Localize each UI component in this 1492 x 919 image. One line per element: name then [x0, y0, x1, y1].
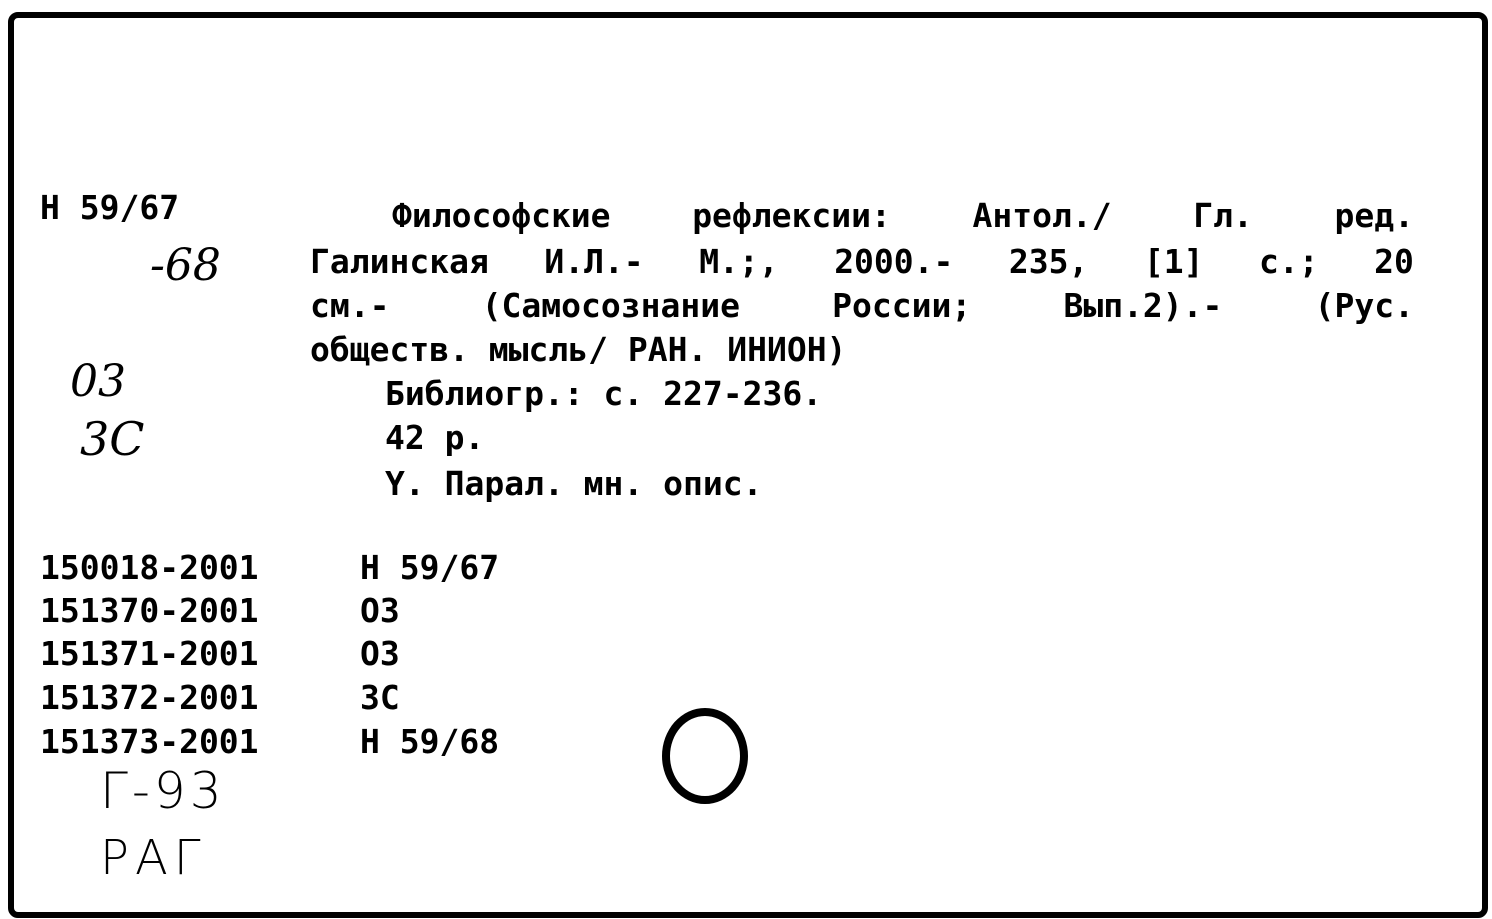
accession-number: 151370-2001	[40, 591, 259, 630]
accession-number: 151371-2001	[40, 634, 259, 673]
accession-location: ЗС	[360, 678, 400, 717]
card-punch-hole	[662, 708, 748, 804]
accession-location: Н 59/68	[360, 722, 500, 761]
accession-row	[40, 546, 499, 589]
accession-location: ОЗ	[360, 634, 400, 673]
price: 42 р.	[385, 418, 485, 457]
shelfmark: Н 59/67	[40, 188, 180, 227]
accession-row	[40, 676, 400, 719]
accession-location: Н 59/67	[360, 548, 500, 587]
description-line-1: Философские рефлексии: Антол./ Гл. ред.	[392, 196, 1414, 235]
note: Y. Парал. мн. опис.	[385, 464, 763, 503]
handwritten-location-2: 3С	[80, 412, 145, 466]
accession-number: 151373-2001	[40, 722, 259, 761]
accession-number: 150018-2001	[40, 548, 259, 587]
accession-row	[40, 632, 400, 675]
bibliography: Библиогр.: с. 227-236.	[385, 374, 823, 413]
description-line-3: см.- (Самосознание России; Вып.2).- (Рус.	[310, 286, 1414, 325]
accession-number: 151372-2001	[40, 678, 259, 717]
description-line-4: обществ. мысль/ РАН. ИНИОН)	[310, 330, 847, 369]
handwritten-location-1: 03	[70, 356, 126, 407]
handwritten-bottom-2: РАГ	[100, 830, 207, 886]
handwritten-shelf-suffix: -68	[150, 240, 221, 291]
handwritten-bottom-1: Г-93	[100, 762, 226, 820]
accession-location: ОЗ	[360, 591, 400, 630]
description-line-2: Галинская И.Л.- М.;, 2000.- 235, [1] с.; 20	[310, 242, 1414, 281]
accession-row	[40, 589, 400, 632]
accession-row	[40, 720, 499, 763]
